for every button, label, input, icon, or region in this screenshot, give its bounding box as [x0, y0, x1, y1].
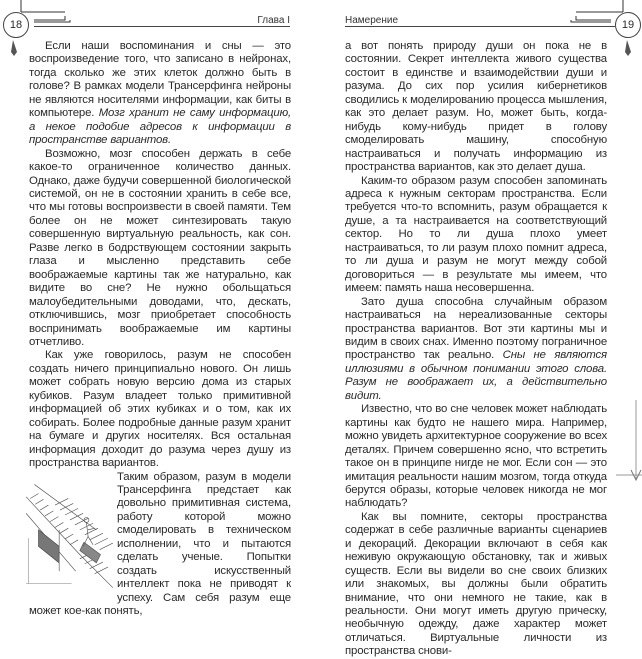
- chapter-header: Глава I: [257, 15, 290, 26]
- text-run: Как вы помните, секторы пространства содержат в себе различные варианты сценариев и декораций. Декорации включают в себя как неживую окружающую обстановку, так и живых существ. Если вы видели во сне своих близких или знакомых, вы должны были обратить внимание, что они немного не такие, как в реальности. Они могут иметь другую прическу, необычную одежду, даже характер может отличаться. Виртуальные личности из пространства снови-: [345, 510, 607, 658]
- right-page: [321, 0, 642, 658]
- text-run: а вот понять природу души он пока не в состоянии. Секрет интеллекта живого существа состоит в единстве и взаимодействии души и разума. До сих пор усилия кибернетиков сводились к моделированию процесса мышления, как это делает разум. Но, может быть, когда-нибудь кому-нибудь придет в голову смоделировать машину, способную настраиваться и получать информацию из пространства вариантов, как это делает душа.: [345, 40, 607, 174]
- text-run: Зато душа способна случайным образом настраиваться на нереализованные секторы пространства вариантов. Вот эти картины мы и видим в своих снах. Именно поэтому пограничное пространство так реально.: [345, 295, 607, 362]
- paragraph: [345, 40, 607, 175]
- page-number: 19: [615, 12, 641, 38]
- italic-text-run: Мозг хранит не саму информацию, а некое подобие адресов к информации в пространстве вариантов.: [29, 107, 291, 147]
- text-run: Каким-то образом разум способен запоминать адреса к нужным секторам пространства. Если требуется что-то вспомнить, разум обращается к душе, а та настраивается на соответствующий сектор. Но то ли душа плохо умеет настраиваться, то ли разум плохо помнит адреса, то ли душа и разум не могут между собой договориться — в результате мы имеем, что имеем: память наша несовершенна.: [345, 174, 607, 295]
- staircase-illustration: [22, 474, 117, 594]
- paragraph: [345, 296, 607, 404]
- paragraph: [29, 349, 291, 470]
- header-rule: [34, 26, 290, 27]
- page-number: 18: [3, 12, 29, 38]
- paragraph: [29, 148, 291, 350]
- text-run: Возможно, мозг способен держать в себе какое-то ограниченное количество данных. Однако, даже будучи совершенной биологической системой, он не в состоянии хранить в себе все, что мы готовы воспроизвести в своей памяти. Тем более он не может синтезировать такую совершенную виртуальную реальность, как сон. Разве легко в бодрствующем состоянии закрыть глаза и мысленно представить себе воображаемые картины так же натурально, как видите во сне? Не нужно обольщаться малоубедительными доводами, что, дескать, отключившись, мозг приобретает способность воспринимать воображаемые им картины отчетливо.: [29, 147, 291, 348]
- wrapped-text-bottom: ческом исполнении, что и пытаются сделать ученые. Попытки создать искусственный интеллект пока не приводят к успеху. Сам себя разум еще может кое-как понять,: [29, 524, 291, 618]
- left-page: [0, 0, 321, 618]
- corner-ornament: [616, 400, 642, 490]
- text-run: Как уже говорилось, разум не способен создать ничего принципиально нового. Он лишь может собрать новую версию дома из старых кубиков. Разум владеет только примитивной информацией об этих кубиках и о том, как их собирать. Более подробные данные разум хранит на бумаге и других носителях. Вся остальная информация доходит до разума через душу из пространства вариантов.: [29, 349, 291, 470]
- text-column: [345, 40, 607, 659]
- paragraph: [345, 175, 607, 296]
- paragraph: [345, 511, 607, 659]
- text-run: Известно, что во сне человек может наблюдать картины как будто не нашего мира. Например, можно увидеть архитектурное сооружение во всех деталях. Причем совершенно ясно, что встретить такое он в принципе нигде не мог. Если сон — это имитация реальности нашим мозгом, тогда откуда берутся образы, которые человек никогда не мог наблюдать?: [345, 403, 607, 510]
- text-column: [29, 40, 291, 618]
- wrapped-text-top: Таким образом, разум в модели Трансерфинга предстает как довольно примитивная система, работу которой можно смоделировать в техни: [117, 470, 291, 537]
- paragraph: [29, 40, 291, 148]
- text-run: Если наши воспоминания и сны — это воспроизведение того, что записано в нейронах, тогда сколько же этих клеток должно быть в голове? В рамках модели Трансерфинга нейроны не являются носителями информации, как биты в компьютере.: [29, 40, 291, 120]
- italic-text-run: Сны не являются иллюзиями в обычном понимании этого слова. Разум не воображает их, а действительно видит.: [345, 349, 607, 402]
- paragraph: [345, 403, 607, 511]
- header-rule: [345, 26, 615, 27]
- chapter-header: Намерение: [345, 15, 399, 26]
- illustration-frame: [29, 474, 117, 594]
